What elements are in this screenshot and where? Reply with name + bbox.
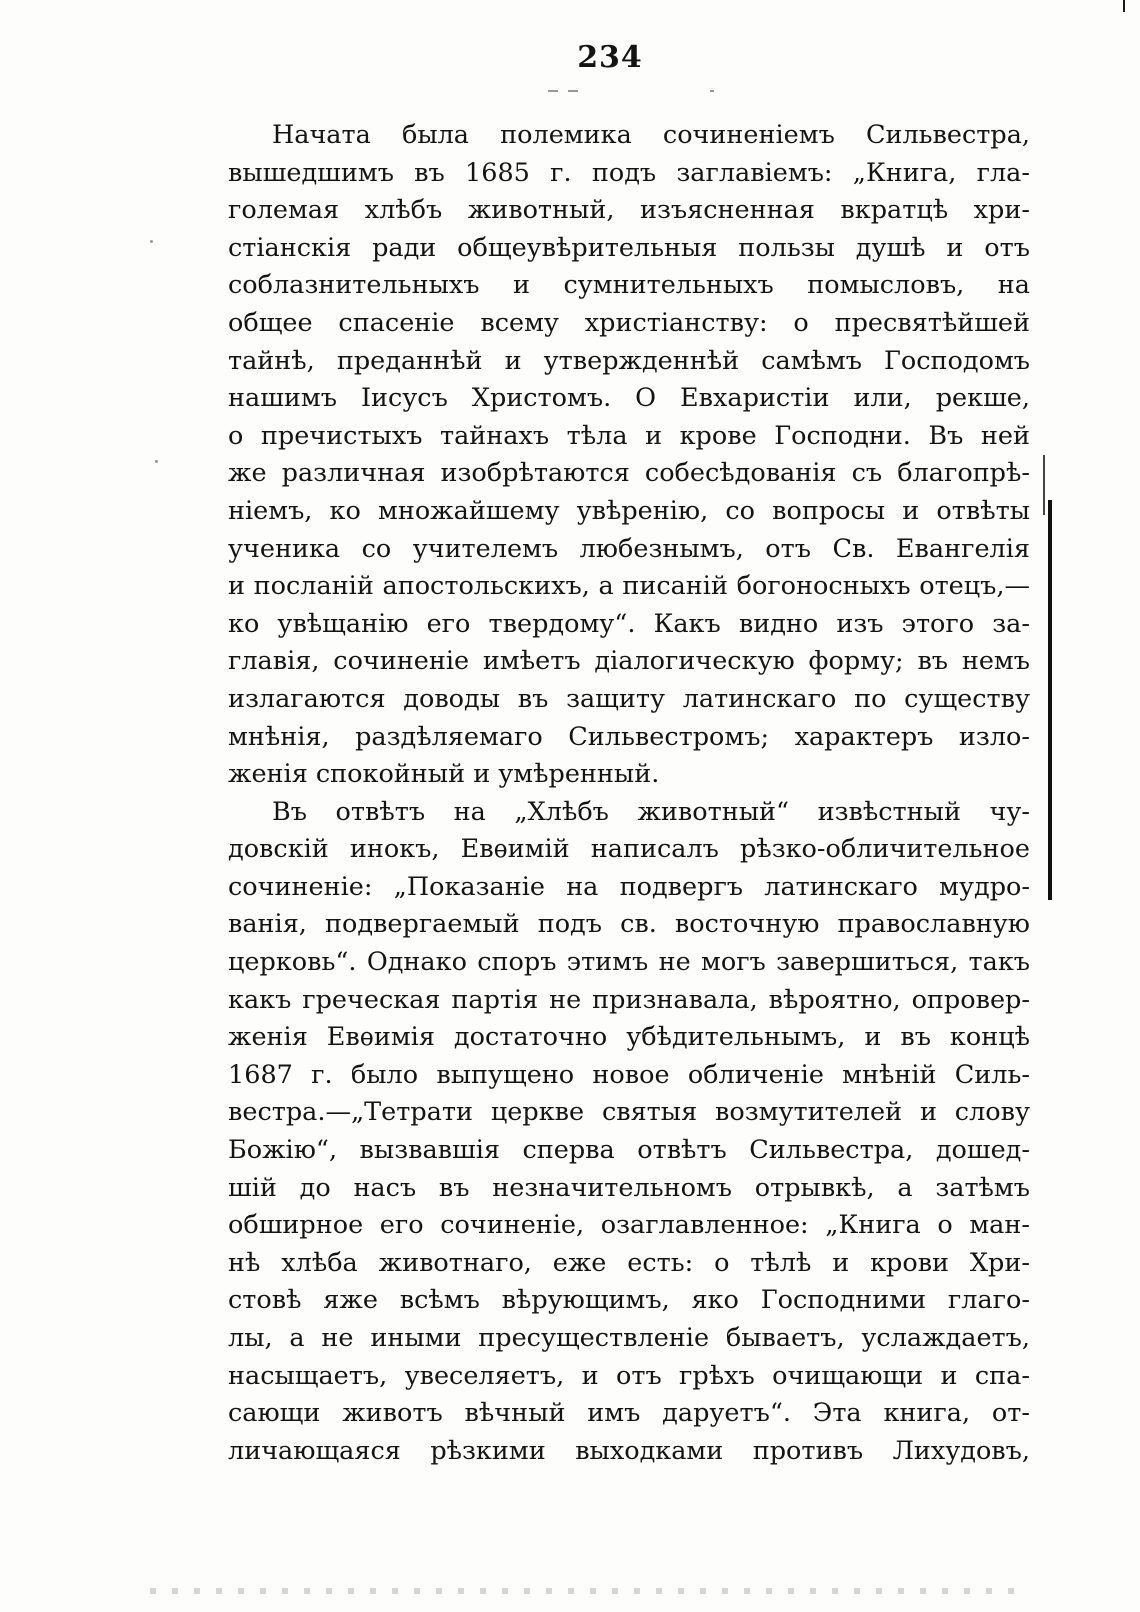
text-line: личающаяся рѣзкими выходками противъ Лихудовъ, xyxy=(228,1435,1030,1466)
text-line: ванія, подвергаемый подъ св. восточную православную xyxy=(228,909,1030,940)
scan-edge-mark xyxy=(1043,455,1045,515)
text-line: мнѣнія, раздѣляемаго Сильвестромъ; характеръ изло- xyxy=(228,721,1030,752)
text-line: и посланій апостольскихъ, а писаній богоносныхъ отецъ,— xyxy=(228,571,1030,602)
scan-speck xyxy=(568,90,578,92)
text-line: какъ греческая партія не признавала, вѣроятно, опровер- xyxy=(228,984,1030,1015)
text-line: стовѣ яже всѣмъ вѣрующимъ, яко Господними глаго- xyxy=(228,1285,1030,1316)
text-line: обширное его сочиненіе, озаглавленное: „Книга о ман- xyxy=(228,1210,1030,1241)
text-line: 1687 г. было выпущено новое обличеніе мнѣній Силь- xyxy=(228,1059,1030,1090)
text-line: женія Евѳимія достаточно убѣдительнымъ, и въ концѣ xyxy=(228,1022,1030,1053)
text-line: Въ отвѣтъ на „Хлѣбъ животный“ извѣстный чу- xyxy=(272,796,1030,827)
text-line: тайнѣ, преданнѣй и утвержденнѣй самѣмъ Господомъ xyxy=(228,345,1030,376)
text-line: женія спокойный и умѣренный. xyxy=(228,759,660,790)
text-line: главія, сочиненіе имѣетъ діалогическую форму; въ немъ xyxy=(228,646,1030,677)
scan-speck xyxy=(710,90,714,92)
text-line: ніемъ, ко множайшему увѣренію, со вопросы и отвѣты xyxy=(228,495,1030,526)
text-line: о пречистыхъ тайнахъ тѣла и крове Господни. Въ ней xyxy=(228,420,1030,451)
scan-bottom-noise xyxy=(150,1588,1020,1594)
text-line: ко увѣщанію его твердому“. Какъ видно изъ этого за- xyxy=(228,608,1030,639)
text-line: сочиненіе: „Показаніе на подвергъ латинскаго мудро- xyxy=(228,871,1030,902)
text-line: излагаются доводы въ защиту латинскаго по существу xyxy=(228,683,1030,714)
text-line: довскій инокъ, Евѳимій написалъ рѣзко-обличительное xyxy=(228,834,1030,865)
text-line: вестра.—„Тетрати церкве святыя возмутителей и слову xyxy=(228,1097,1030,1128)
body-text xyxy=(228,117,1030,1470)
text-line: Божію“, вызвавшія сперва отвѣтъ Сильвестра, дошед- xyxy=(228,1135,1030,1166)
text-line: ученика со учителемъ любезнымъ, отъ Св. Евангелія xyxy=(228,533,1030,564)
text-line: же различная изобрѣтаются собесѣдованія съ благопрѣ- xyxy=(228,458,1030,489)
text-line: общее спасеніе всему христіанству: о пресвятѣйшей xyxy=(228,307,1030,338)
scan-speck xyxy=(150,240,153,243)
text-line: насыщаетъ, увеселяетъ, и отъ грѣхъ очищающи и спа- xyxy=(228,1360,1030,1391)
scan-speck xyxy=(548,90,558,92)
text-line: нѣ хлѣба животнаго, еже есть: о тѣлѣ и крови Хри- xyxy=(228,1247,1030,1278)
scan-edge-mark xyxy=(1123,0,1125,12)
text-line: стіанскія ради общеувѣрительныя пользы душѣ и отъ xyxy=(228,232,1030,263)
text-line: соблазнительныхъ и сумнительныхъ помысловъ, на xyxy=(228,270,1030,301)
scan-speck xyxy=(155,460,158,463)
text-line: лы, а не иными пресуществленіе бываетъ, услаждаетъ, xyxy=(228,1323,1030,1353)
text-line: Начата была полемика сочиненіемъ Сильвестра, xyxy=(272,120,1030,150)
text-line: нашимъ Іисусъ Христомъ. О Евхаристіи или, рекше, xyxy=(228,383,1030,414)
text-line: големая хлѣбъ животный, изъясненная вкратцѣ хри- xyxy=(228,195,1030,226)
text-line: шій до насъ въ незначительномъ отрывкѣ, а затѣмъ xyxy=(228,1172,1030,1203)
text-line: вышедшимъ въ 1685 г. подъ заглавіемъ: „Книга, гла- xyxy=(228,157,1030,188)
page-number: 234 xyxy=(577,40,643,75)
text-line: сающи животъ вѣчный имъ даруетъ“. Эта книга, от- xyxy=(228,1398,1030,1429)
text-line: церковь“. Однако споръ этимъ не могъ завершиться, такъ xyxy=(228,947,1030,978)
scan-edge-mark xyxy=(1048,500,1052,900)
